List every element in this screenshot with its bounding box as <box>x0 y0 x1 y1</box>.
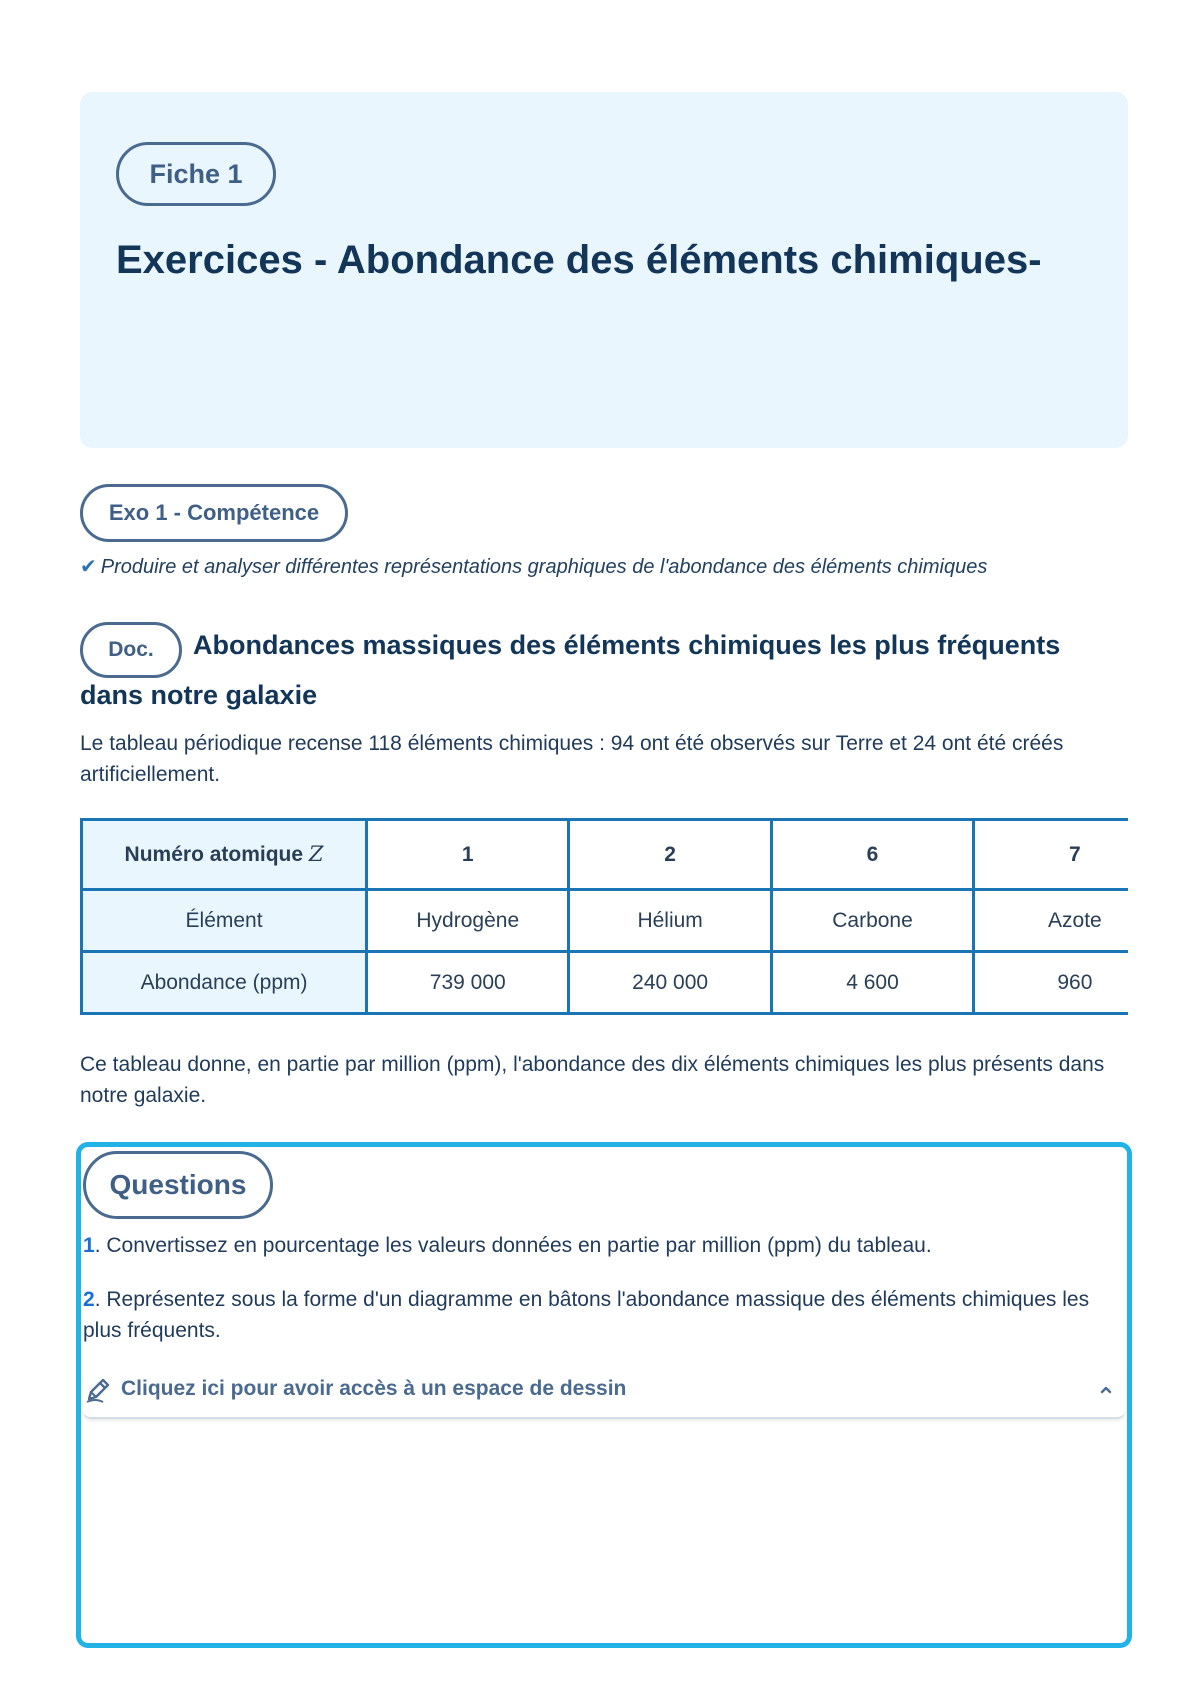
table-cell-abundance: 739 000 <box>367 952 569 1014</box>
table-cell-element: Carbone <box>771 890 973 952</box>
pencil-icon <box>83 1375 113 1405</box>
question-number: 2 <box>83 1288 95 1311</box>
row-header-element: Élément <box>82 890 367 952</box>
table-cell-z: 2 <box>569 820 771 890</box>
skill-text: Produire et analyser différentes représentations graphiques de l'abondance des éléments chimiques <box>100 556 988 578</box>
questions-box <box>76 1142 1132 1648</box>
doc-title-line1: Abondances massiques des éléments chimiques les plus fréquents <box>193 630 1061 660</box>
row-header-atomic-number <box>82 820 367 890</box>
check-icon: ✔ <box>80 556 97 578</box>
question-text: . Représentez sous la forme d'un diagramme en bâtons l'abondance massique des éléments chimiques les plus fréquents. <box>83 1288 1090 1342</box>
drawing-space-toggle[interactable] <box>83 1371 1125 1419</box>
exercise-badge: Exo 1 - Compétence <box>80 484 348 542</box>
atomic-number-label: Numéro atomique <box>124 843 304 866</box>
questions-badge: Questions <box>83 1151 273 1219</box>
abundance-table-wrapper[interactable] <box>80 818 1128 1022</box>
table-cell-z: 1 <box>367 820 569 890</box>
table-cell-abundance: 4 600 <box>771 952 973 1014</box>
skill-line <box>80 554 987 579</box>
doc-outro: Ce tableau donne, en partie par million (ppm), l'abondance des dix éléments chimiques les plus présents dans notre galaxie. <box>80 1053 1105 1107</box>
table-cell-element: Azote <box>974 890 1128 952</box>
table-cell-element: Hélium <box>569 890 771 952</box>
page-title: Exercices - Abondance des éléments chimiques- <box>116 238 1042 282</box>
question-2 <box>83 1284 1093 1346</box>
table-row-abundance <box>82 952 1129 1014</box>
z-symbol: Z <box>308 842 324 866</box>
doc-title-line2: dans notre galaxie <box>80 680 318 710</box>
table-cell-abundance: 240 000 <box>569 952 771 1014</box>
header-card <box>80 92 1128 448</box>
abundance-table <box>80 818 1128 1015</box>
question-1 <box>83 1230 1093 1261</box>
table-cell-z: 7 <box>974 820 1128 890</box>
fiche-badge: Fiche 1 <box>116 142 276 206</box>
table-cell-z: 6 <box>771 820 973 890</box>
drawing-space-label: Cliquez ici pour avoir accès à un espace de dessin <box>121 1377 627 1400</box>
question-text: . Convertissez en pourcentage les valeurs données en partie par million (ppm) du tableau. <box>94 1234 932 1257</box>
chevron-up-icon[interactable] <box>1099 1383 1113 1397</box>
doc-intro: Le tableau périodique recense 118 éléments chimiques : 94 ont été observés sur Terre et 24 ont été créés artificiellement. <box>80 732 1064 786</box>
table-row-element <box>82 890 1129 952</box>
table-row-atomic-number <box>82 820 1129 890</box>
row-header-abundance: Abondance (ppm) <box>82 952 367 1014</box>
question-number: 1 <box>83 1234 95 1257</box>
doc-badge: Doc. <box>80 622 182 678</box>
table-cell-abundance: 960 <box>974 952 1128 1014</box>
table-cell-element: Hydrogène <box>367 890 569 952</box>
